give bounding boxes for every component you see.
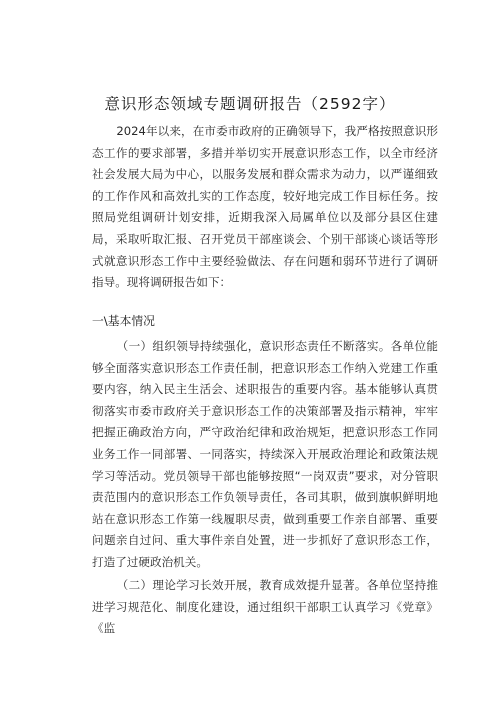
page-title: 意识形态领域专题调研报告（2592字） [104,95,396,113]
paragraph-organization-text: （一）组织领导持续强化，意识形态责任不断落实。各单位能够全面落实意识形态工作责任制，把意识形态工作纳入党建工作重要内容，纳入民主生活会、述职报告的重要内容。基本能够认真贯彻落实市委市政府关于意识形态工作的决策部署及指示精神，牢牢把握正确政治方向，严守政治纪律和政治规矩，把意识形态工作同业务工作一同部署、一同落实，持续深入开展政治理论和政策法规学习等活动。党员领导干部也能够按照“一岗双责”要求，对分管职责范围内的意识形态工作负领导责任，各司其职，做到旗帜鲜明地站在意识形态工作第一线履职尽责，做到重要工作亲自部署、重要问题亲自过问、重大事件亲自处置，进一步抓好了意识形态工作，打造了过硬政治机关。 [92,339,438,569]
paragraph-theory-study [92,575,438,640]
intro-text: 2024年以来，在市委市政府的正确领导下，我严格按照意识形态工作的要求部署，多措并举切实开展意识形态工作，以全市经济社会发展大局为中心，以服务发展和群众需求为动力，以严谨细致的工作作风和高效扎实的工作态度，较好地完成工作目标任务。按照局党组调研计划安排，近期我深入局属单位以及部分县区住建局，采取听取汇报、召开党员干部座谈会、个别干部谈心谈话等形式就意识形态工作中主要经验做法、存在问题和弱环节进行了调研指导。现将调研报告如下： [92,124,438,290]
section-heading: 一\基本情况 [92,314,155,328]
intro-paragraph [92,121,438,294]
paragraph-organization [92,336,438,574]
paragraph-theory-study-text: （二）理论学习长效开展，教育成效提升显著。各单位坚持推进学习规范化、制度化建设，通过组织干部职工认真学习《党章》《监 [92,578,438,636]
